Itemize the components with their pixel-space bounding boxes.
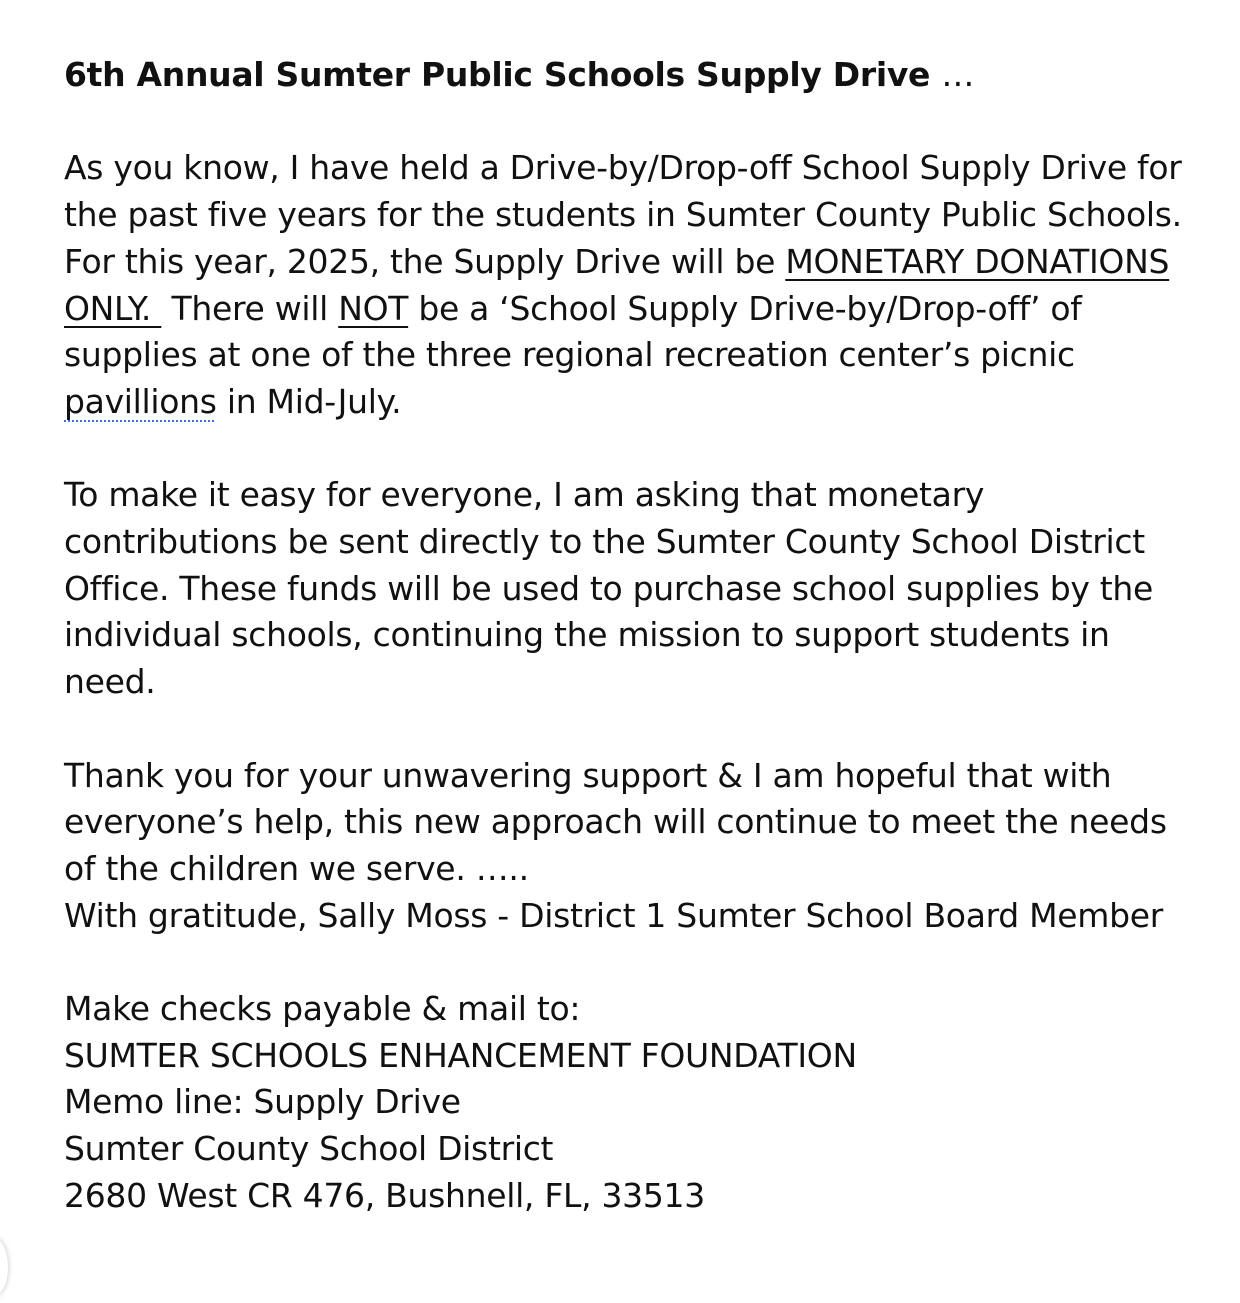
thanks-text: Thank you for your unwavering support & I am hopeful that with everyone’s help, this new approach will continue to meet the needs of the children we serve. ….. [64, 755, 1167, 888]
not-underlined: NOT [338, 288, 409, 328]
monetary-donations-underlined: MONETARY DONATIONS ONLY. [64, 241, 1170, 328]
paragraph-thanks [64, 753, 1184, 940]
announcement-text-4: in Mid-July. [216, 381, 402, 421]
announcement-text-1: As you know, I have held a Drive-by/Drop-off School Supply Drive for the past five years for the students in Sumter County Public Schools. For this year, 2025, the Supply Drive will be [64, 148, 1182, 281]
signature-line: With gratitude, Sally Moss - District 1 Sumter School Board Member [64, 895, 1164, 935]
mailing-payee: SUMTER SCHOOLS ENHANCEMENT FOUNDATION [64, 1035, 857, 1075]
edge-shadow [0, 1239, 8, 1295]
mailing-district: Sumter County School District [64, 1129, 554, 1169]
title-ellipsis: … [941, 55, 975, 94]
announcement-text-3: be a ‘School Supply Drive-by/Drop-off’ of supplies at one of the three regional recreation center’s picnic [64, 288, 1082, 375]
announcement-text-2: There will [161, 288, 339, 328]
spellcheck-flagged-word[interactable]: pavillions [64, 381, 217, 421]
document-title [64, 52, 1184, 99]
mailing-memo: Memo line: Supply Drive [64, 1082, 461, 1122]
mailing-instructions [64, 986, 1184, 1220]
document-body [64, 52, 1184, 1220]
mailing-line-1: Make checks payable & mail to: [64, 989, 581, 1028]
mailing-address: 2680 West CR 476, Bushnell, FL, 33513 [64, 1175, 705, 1215]
paragraph-announcement [64, 145, 1184, 425]
title-text: 6th Annual Sumter Public Schools Supply Drive [64, 55, 931, 94]
paragraph-contributions: To make it easy for everyone, I am asking that monetary contributions be sent directly to the Sumter County School District Office. These funds will be used to purchase school supplies by the individual schools, continuing the mission to support students in need. [64, 475, 1154, 702]
